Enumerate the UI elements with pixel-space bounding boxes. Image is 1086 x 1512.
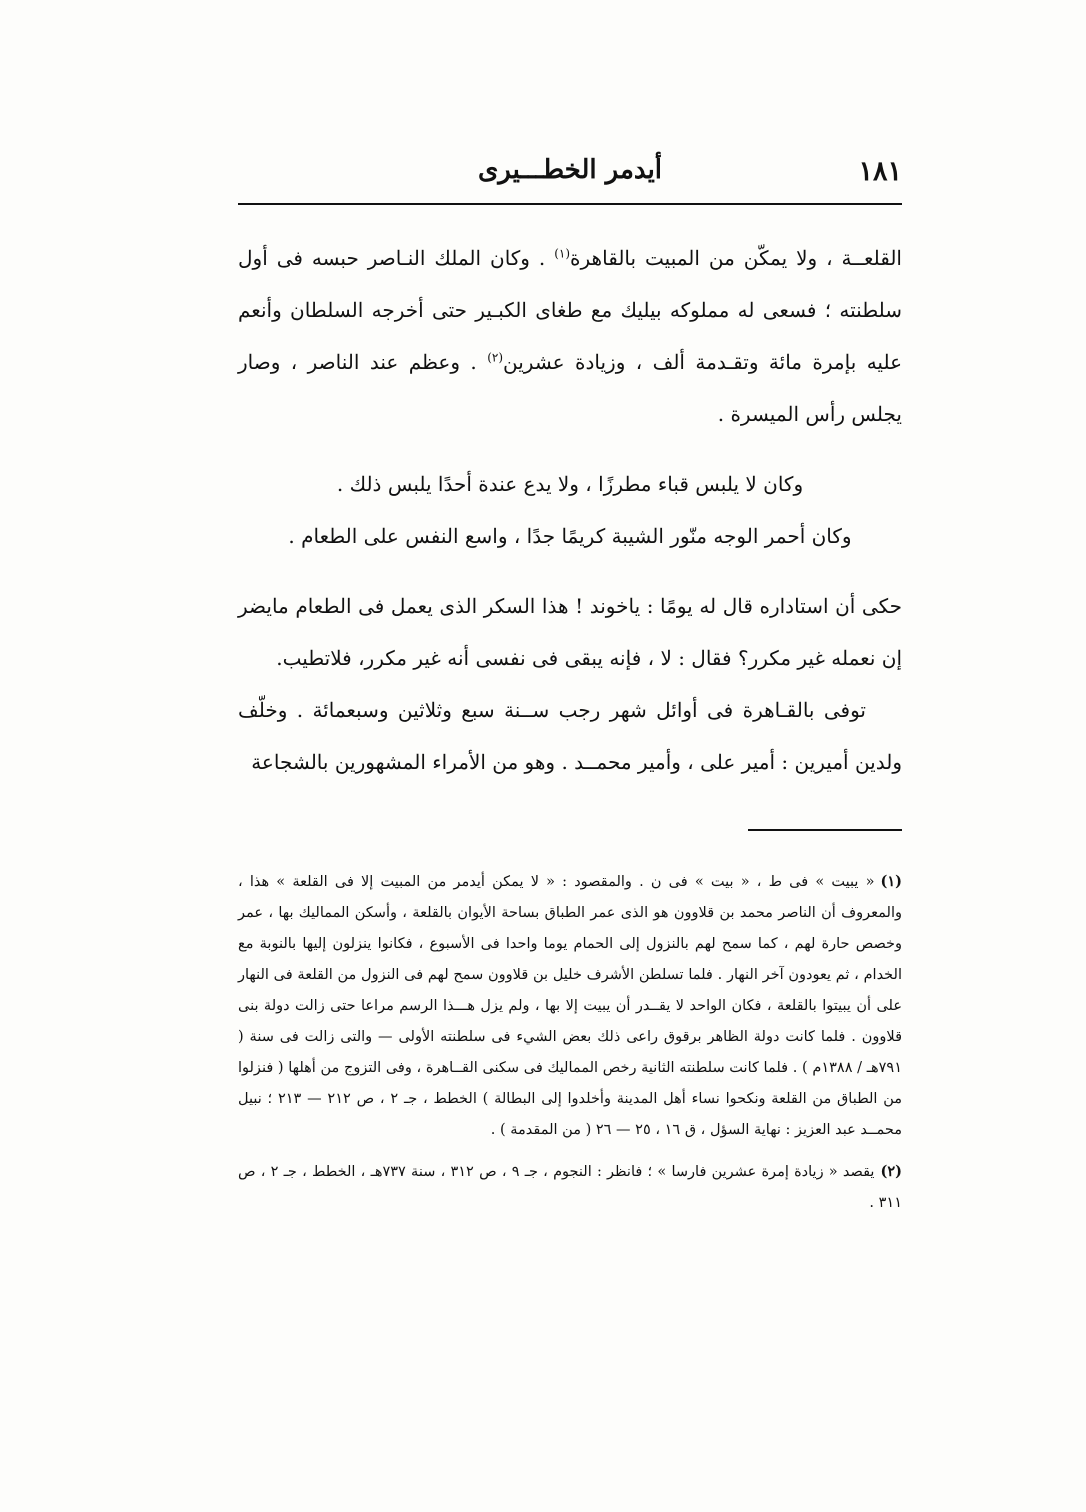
paragraph-1 <box>238 232 902 440</box>
paragraph-1-part-1: القلعــة ، ولا يمكّن من المبيت بالقاهرة <box>570 246 902 270</box>
running-title: أيدمر الخطـــيرى <box>477 155 663 185</box>
footnote-1-number: (١) <box>880 873 902 890</box>
page-number: ١٨١ <box>858 156 902 187</box>
footnote-2-number: (٢) <box>880 1163 902 1180</box>
paragraph-4: حكى أن استاداره قال له يومًا : ياخوند ! هذا السكر الذى يعمل فى الطعام مايضر إن نعمله غير مكرر؟ فقال : لا ، فإنه يبقى فى نفسى أنه غير مكرر، فلاتطيب. <box>238 594 902 670</box>
paragraph-2: وكان لا يلبس قباء مطرزًا ، ولا يدع عندة أحدًا يلبس ذلك . <box>336 472 804 496</box>
footnote-ref-2: (٢) <box>487 350 504 365</box>
footnotes <box>238 866 902 1229</box>
paragraph-3: وكان أحمر الوجه منّور الشيبة كريمًا جدًا ، واسع النفس على الطعام . <box>288 524 852 548</box>
footnote-2-text: يقصد « زيادة إمرة عشرين فارسا » ؛ فانظر : النجوم ، جـ ٩ ، ص ٣١٢ ، سنة ٧٣٧هـ ، الخطط ، جـ ٢ ، ص ٣١١ . <box>238 1164 902 1211</box>
footnote-1 <box>238 866 902 1146</box>
paragraph-1-part-3: . وعظم عند الناصر ، وصار يجلس رأس الميسرة . <box>238 350 902 426</box>
paragraph-5: توفى بالقـاهرة فى أوائل شهر رجب ســنة سبع وثلاثين وسبعمائة . وخلّف ولدين أميرين : أمير على ، وأمير محمــد . وهو من الأمراء المشهورين بالشجاعة <box>238 698 902 774</box>
footnote-2 <box>238 1156 902 1219</box>
footnote-rule <box>748 829 902 831</box>
page-header <box>238 150 902 204</box>
footnote-1-text: « يبيت » فى ط ، « بيت » فى ن . والمقصود : « لا يمكن أيدمر من المبيت إلا فى القلعة » هذا ، والمعروف أن الناصر محمد بن قلاوون هو الذى عمر الطباق بساحة الأيوان بالقلعة ، وأسكن المماليك بها ، عمر وخصص حارة لهم ، كما سمح لهم بالنزول إلى الحمام يوما واحدا فى الأسبوع ، فكانوا ينزلون إليها بالنوبة مع الخدام ، ثم يعودون آخر النهار . فلما تسلطن الأشرف خليل بن قلاوون سمح لهم فى النزول من القلعة فى النهار على أن يبيتوا بالقلعة ، فكان الواحد لا يقــدر أن يبيت إلا بها ، ولم يزل هـــذا الرسم مراعا حتى زالت دولة بنى قلاوون . فلما كانت دولة الظاهر برقوق راعى ذلك بعض الشيء فى سلطنته الأولى — والتى زالت فى سنة ( ٧٩١هـ / ١٣٨٨م ) . فلما كانت سلطنته الثانية رخص المماليك فى سكنى القــاهرة ، وفى التزوج من أهلها ( فنزلوا من الطباق من القلعة ونكحوا نساء أهل المدينة وأخلدوا إلى البطالة ) الخطط ، جـ ٢ ، ص ٢١٢ — ٢١٣ ؛ نبيل محمــد عبد العزيز : نهاية السؤل ، ق ١٦ ، ٢٥ — ٢٦ ( من المقدمة ) . <box>238 874 903 1138</box>
paragraph-1-part-2: . وكان الملك النـاصر حبسه فى أول سلطنته ؛ فسعى له مملوكه بيليك مع طغاى الكبـير حتى أخرجه السلطان وأنعم عليه بإمرة مائة وتقـدمة ألف ، وزيادة عشرين <box>238 246 903 374</box>
footnote-ref-1: (١) <box>554 246 571 261</box>
main-text <box>238 232 902 788</box>
header-rule <box>238 203 902 205</box>
